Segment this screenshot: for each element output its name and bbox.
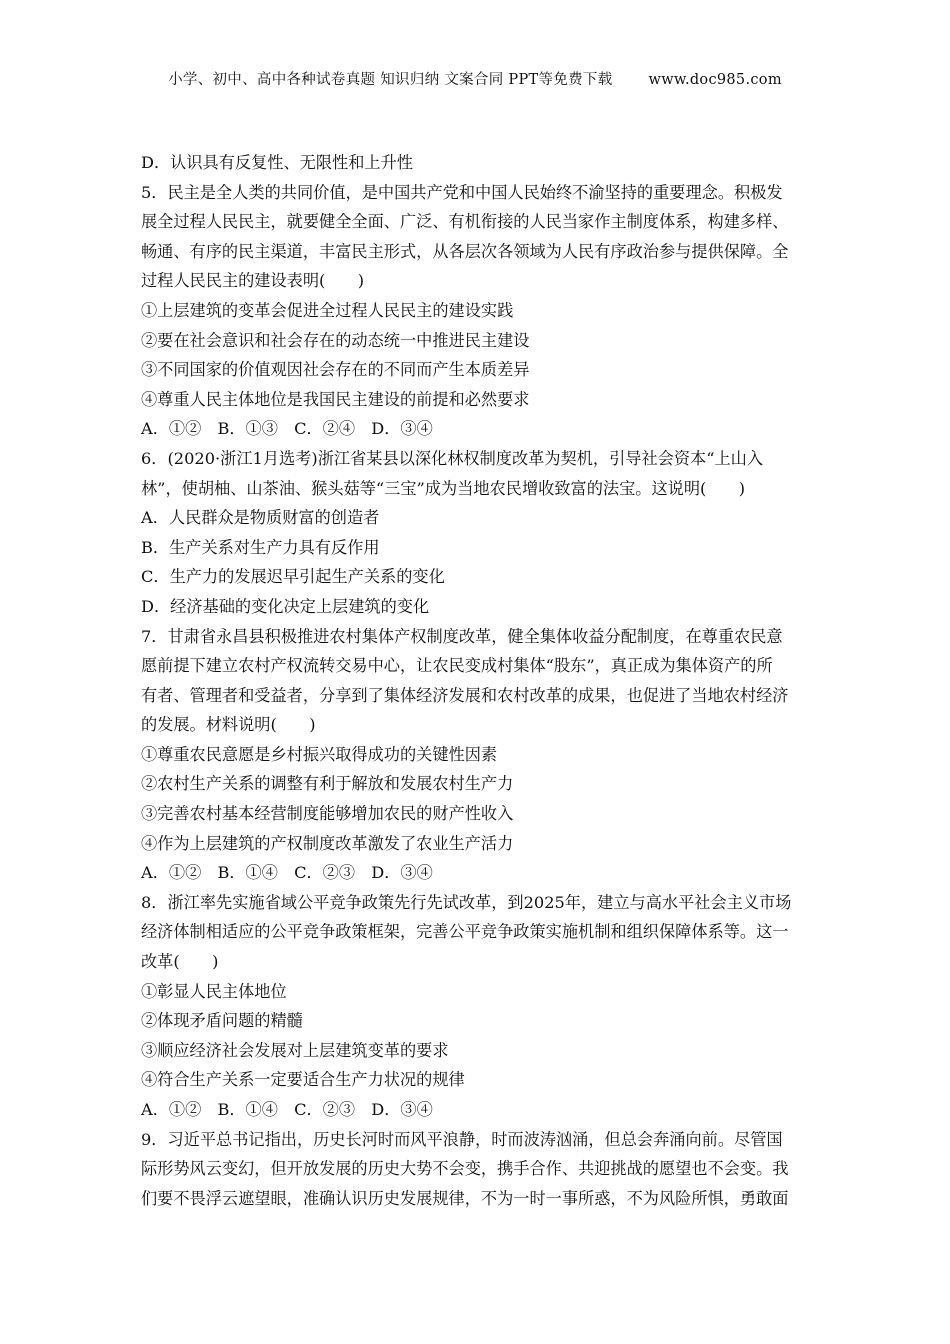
text-line: D．经济基础的变化决定上层建筑的变化 bbox=[141, 596, 430, 616]
text-line: 林”，使胡柚、山茶油、猴头菇等“三宝”成为当地农民增收致富的法宝。这说明( ) bbox=[141, 478, 746, 498]
document-body bbox=[141, 148, 813, 1213]
text-line: ③顺应经济社会发展对上层建筑变革的要求 bbox=[141, 1040, 449, 1060]
text-line: A．①② B．①④ C．②③ D．③④ bbox=[141, 863, 433, 883]
text-line: ④符合生产关系一定要适合生产力状况的规律 bbox=[141, 1070, 465, 1090]
text-line: 有者、管理者和受益者，分享到了集体经济发展和农村改革的成果，也促进了当地农村经济 bbox=[141, 685, 789, 705]
text-line: A．人民群众是物质财富的创造者 bbox=[141, 508, 380, 528]
text-line: 8．浙江率先实施省域公平竞争政策先行先试改革，到2025年，建立与高水平社会主义市场 bbox=[141, 892, 792, 912]
text-line: B．生产关系对生产力具有反作用 bbox=[141, 537, 380, 557]
text-line: ②要在社会意识和社会存在的动态统一中推进民主建设 bbox=[141, 330, 530, 350]
text-line: A．①② B．①③ C．②④ D．③④ bbox=[141, 419, 433, 439]
text-line: ③不同国家的价值观因社会存在的不同而产生本质差异 bbox=[141, 360, 530, 380]
text-line: 愿前提下建立农村产权流转交易中心，让农民变成村集体“股东”，真正成为集体资产的所 bbox=[141, 656, 773, 676]
text-line: 7．甘肃省永昌县积极推进农村集体产权制度改革，健全集体收益分配制度，在尊重农民意 bbox=[141, 626, 783, 646]
text-line: ④尊重人民主体地位是我国民主建设的前提和必然要求 bbox=[141, 389, 530, 409]
text-line: 经济体制相适应的公平竞争政策框架，完善公平竞争政策实施机制和组织保障体系等。这一 bbox=[141, 922, 789, 942]
text-line: 9．习近平总书记指出，历史长河时而风平浪静，时而波涛汹涌，但总会奔涌向前。尽管国 bbox=[141, 1129, 783, 1149]
text-line: 展全过程人民民主，就要健全全面、广泛、有机衔接的人民当家作主制度体系，构建多样、 bbox=[141, 212, 789, 232]
header-tagline: 小学、初中、高中各种试卷真题 知识归纳 文案合同 PPT等免费下载 bbox=[168, 72, 613, 88]
text-line: ③完善农村基本经营制度能够增加农民的财产性收入 bbox=[141, 804, 514, 824]
text-line: 们要不畏浮云遮望眼，准确认识历史发展规律，不为一时一事所惑，不为风险所惧，勇敢面 bbox=[141, 1188, 789, 1208]
text-line: 6．(2020·浙江1月选考)浙江省某县以深化林权制度改革为契机，引导社会资本“上山入 bbox=[141, 448, 764, 468]
text-line: 5．民主是全人类的共同价值，是中国共产党和中国人民始终不渝坚持的重要理念。积极发 bbox=[141, 182, 783, 202]
text-line: 过程人民民主的建设表明( ) bbox=[141, 271, 365, 291]
text-line: ④作为上层建筑的产权制度改革激发了农业生产活力 bbox=[141, 833, 514, 853]
text-line: 畅通、有序的民主渠道，丰富民主形式，从各层次各领域为人民有序政治参与提供保障。全 bbox=[141, 241, 789, 261]
text-line: D．认识具有反复性、无限性和上升性 bbox=[141, 153, 413, 172]
header-site-url[interactable]: www.doc985.com bbox=[648, 72, 782, 88]
text-line: 际形势风云变幻，但开放发展的历史大势不会变，携手合作、共迎挑战的愿望也不会变。我 bbox=[141, 1159, 789, 1179]
text-line: ②体现矛盾问题的精髓 bbox=[141, 1011, 303, 1031]
text-line: 改革( ) bbox=[141, 952, 219, 972]
text-line: A．①② B．①④ C．②③ D．③④ bbox=[141, 1100, 433, 1119]
text-line: 的发展。材料说明( ) bbox=[141, 715, 316, 735]
text-line: ①尊重农民意愿是乡村振兴取得成功的关键性因素 bbox=[141, 744, 498, 764]
text-line: ②农村生产关系的调整有利于解放和发展农村生产力 bbox=[141, 774, 514, 794]
page-header bbox=[0, 68, 950, 89]
text-line: ①彰显人民主体地位 bbox=[141, 981, 287, 1001]
text-line: ①上层建筑的变革会促进全过程人民民主的建设实践 bbox=[141, 300, 514, 320]
text-line: C．生产力的发展迟早引起生产关系的变化 bbox=[141, 567, 445, 587]
